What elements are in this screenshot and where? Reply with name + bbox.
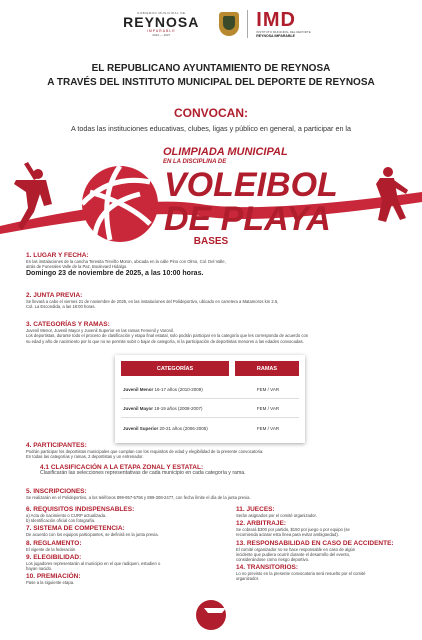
left-column: [26, 506, 206, 585]
transitorios-text2: organizador.: [236, 576, 260, 582]
categorias-text1: Juvenil Menor, Juvenil Mayor y Juvenil Superior en las ramas Femenil y Varonil.: [26, 328, 174, 333]
responsabilidad-text2: incidente que pudiera ocurrir durante el desarrollo del evento,: [236, 551, 351, 557]
imd-name: IMD: [256, 9, 296, 31]
reynosa-tag: IMPARABLE: [146, 29, 176, 33]
reynosa-small-text: GOBIERNO MUNICIPAL DE: [137, 11, 186, 15]
table-row: [121, 381, 299, 399]
shield-icon: [219, 12, 239, 36]
section-junta: [26, 292, 396, 310]
arbitraje-heading: 12. ARBITRAJE:: [236, 520, 286, 528]
imd-logo-icon: [196, 600, 226, 630]
transitorios-heading: 14. TRANSITORIOS:: [236, 564, 299, 572]
row-cat-age: 16-17 años (2010-2009): [153, 387, 203, 392]
banner: [0, 134, 422, 244]
junta-text1: Se llevará a cabo el viernes 21 de noviembre de 2025, en las instalaciones del Polideportivo, ubicado en carretera a Matamoros km 2.5,: [26, 299, 279, 304]
table-row: [121, 400, 299, 418]
elegibilidad-text1: Los jugadores representarán al municipio en el que radiquen, estudien o: [26, 560, 161, 566]
section-lugar: [26, 252, 396, 277]
row-ramas: FEM / VAR: [256, 387, 280, 392]
lugar-date: Domingo 23 de noviembre de 2025, a las 10:00 horas.: [26, 269, 204, 277]
olimpiada-text: OLIMPIADA MUNICIPAL: [163, 146, 288, 158]
section-clasificacion: [40, 464, 410, 476]
jueces-text: Serán asignados por el comité organizador.: [236, 513, 317, 518]
inscripciones-heading: 5. INSCRIPCIONES:: [26, 488, 87, 495]
convocan-heading: CONVOCAN:: [174, 106, 248, 120]
row-cat-age: 18-19 años (2008-2007): [153, 406, 203, 411]
section-participantes: [26, 442, 396, 460]
header: [0, 0, 422, 48]
row-ramas: FEM / VAR: [256, 425, 280, 431]
responsabilidad-heading: 13. RESPONSABILIDAD EN CASO DE ACCIDENTE:: [236, 539, 394, 547]
junta-text2: Col. La Escondida, a las 18:00 horas.: [26, 304, 96, 310]
section-categorias: [26, 321, 396, 344]
header-divider: [247, 10, 248, 38]
reynosa-logo: [111, 11, 211, 37]
intro-title: [0, 62, 422, 90]
convocan-text: A todas las instituciones educativas, clubes, ligas y público en general, a participar en la: [70, 124, 352, 133]
volleyball-icon: [82, 166, 158, 242]
lugar-heading: 1. LUGAR Y FECHA:: [26, 252, 89, 259]
clasificacion-text: Clasificarán las selecciones representativas de cada municipio en cada categoría y rama.: [40, 470, 246, 476]
participantes-text2: En todas las categorías y ramas, 2 deportistas y un entrenador.: [26, 454, 144, 460]
intro-line2: A TRAVÉS DEL INSTITUTO MUNICIPAL DEL DEPORTE DE REYNOSA: [47, 77, 375, 88]
requisitos-heading: 6. REQUISITOS INDISPENSABLES:: [26, 506, 135, 513]
lugar-text2: atrás de Funerales Valle de la Paz, Boulevard Hidalgo.: [26, 264, 128, 270]
disciplina-text: EN LA DISCIPLINA DE: [163, 159, 227, 165]
elegibilidad-heading: 9. ELEGIBILIDAD:: [26, 553, 82, 561]
reynosa-years: 2024 — 2027: [152, 33, 171, 37]
sistema-heading: 7. SISTEMA DE COMPETENCIA:: [26, 525, 125, 533]
requisitos-b: b) Identificación oficial con fotografía.: [26, 518, 96, 524]
row-cat-name: Juvenil Superior: [123, 425, 159, 431]
clasificacion-heading: 4.1 CLASIFICACIÓN A LA ETAPA ZONAL Y ESTATAL:: [40, 464, 204, 471]
reynosa-name: REYNOSA: [123, 14, 200, 30]
section-inscripciones: [26, 488, 396, 500]
deplaya-text: DE PLAYA: [164, 200, 331, 238]
junta-heading: 2. JUNTA PREVIA:: [26, 292, 83, 299]
imd-logo: [256, 10, 310, 38]
arbitraje-text1: Se cobrará $300 por partido, $150 por juego o por equipo (se: [236, 527, 350, 533]
table-header-ramas: RAMAS: [235, 361, 299, 376]
imd-sub: INSTITUTO MUNICIPAL DEL DEPORTE: [256, 30, 311, 34]
premiacion-text: Pase a la siguiente etapa.: [26, 580, 75, 586]
reglamento-heading: 8. REGLAMENTO:: [26, 539, 82, 547]
sistema-text: De acuerdo con los equipos participantes, se definirá en la junta previa.: [26, 532, 159, 538]
transitorios-text1: Lo no previsto en la presente convocatoria será resuelto por el comité: [236, 571, 366, 577]
row-cat-name: Juvenil Mayor: [123, 406, 154, 411]
categories-table: [115, 355, 305, 443]
inscripciones-text: Se realizarán en el Polideportivo, a los teléfonos 899-957-5756 y 899-308-2477, con fecha límite el día de la junta previa.: [26, 495, 251, 500]
bases-heading: BASES: [193, 236, 229, 247]
intro-line1: EL REPUBLICANO AYUNTAMIENTO DE REYNOSA: [91, 63, 331, 74]
row-cat-age: 20-21 años (2006-2005): [158, 425, 208, 431]
table-header-categorias: CATEGORÍAS: [121, 361, 229, 376]
requisitos-a: a) Acta de nacimiento o CURP actualizada.: [26, 513, 107, 518]
right-column: [236, 506, 416, 582]
year-left: 2024: [152, 33, 159, 37]
table-row: [121, 419, 299, 437]
participantes-text1: Podrán participar los deportistas municipales que cumplan con los requisitos de edad y elegibilidad de la presente convocatoria.: [26, 449, 264, 454]
lugar-text1: En las instalaciones de la cancha Teresita Treviño Moron, ubicada en la calle Pino con Olmo, Col. Del Valle,: [26, 259, 226, 264]
elegibilidad-text2: hayan nacido.: [26, 566, 53, 572]
responsabilidad-text3: considerándose como riesgo deportivo.: [236, 557, 310, 563]
categorias-text3: su edad y año de nacimiento por lo que no se permite subir o bajar de categoría, ni la participación de deportistas menores a las edades convocadas.: [26, 338, 304, 344]
premiacion-heading: 10. PREMIACIÓN:: [26, 573, 81, 581]
categorias-heading: 3. CATEGORÍAS Y RAMAS:: [26, 321, 110, 328]
participantes-heading: 4. PARTICIPANTES:: [26, 442, 87, 449]
year-right: 2027: [163, 33, 171, 37]
responsabilidad-text1: El comité organizador no se hace responsable en caso de algún: [236, 546, 356, 552]
jueces-heading: 11. JUECES:: [236, 506, 275, 513]
row-ramas: FEM / VAR: [256, 406, 280, 411]
categorias-text2: Los deportistas, durante todo el proceso de clasificación y etapa final estatal, solo podrán participar en la categoría que les corresponda de acuerdo con: [26, 333, 309, 339]
reglamento-text: El vigente de la federación: [26, 546, 76, 552]
imd-sub2: REYNOSA IMPARABLE: [256, 34, 295, 38]
voleibol-text: VOLEIBOL: [164, 166, 338, 204]
row-cat-name: Juvenil Menor: [123, 387, 154, 392]
arbitraje-text2: recomienda aclarar esta línea para evitar ambigüedad).: [236, 532, 339, 538]
